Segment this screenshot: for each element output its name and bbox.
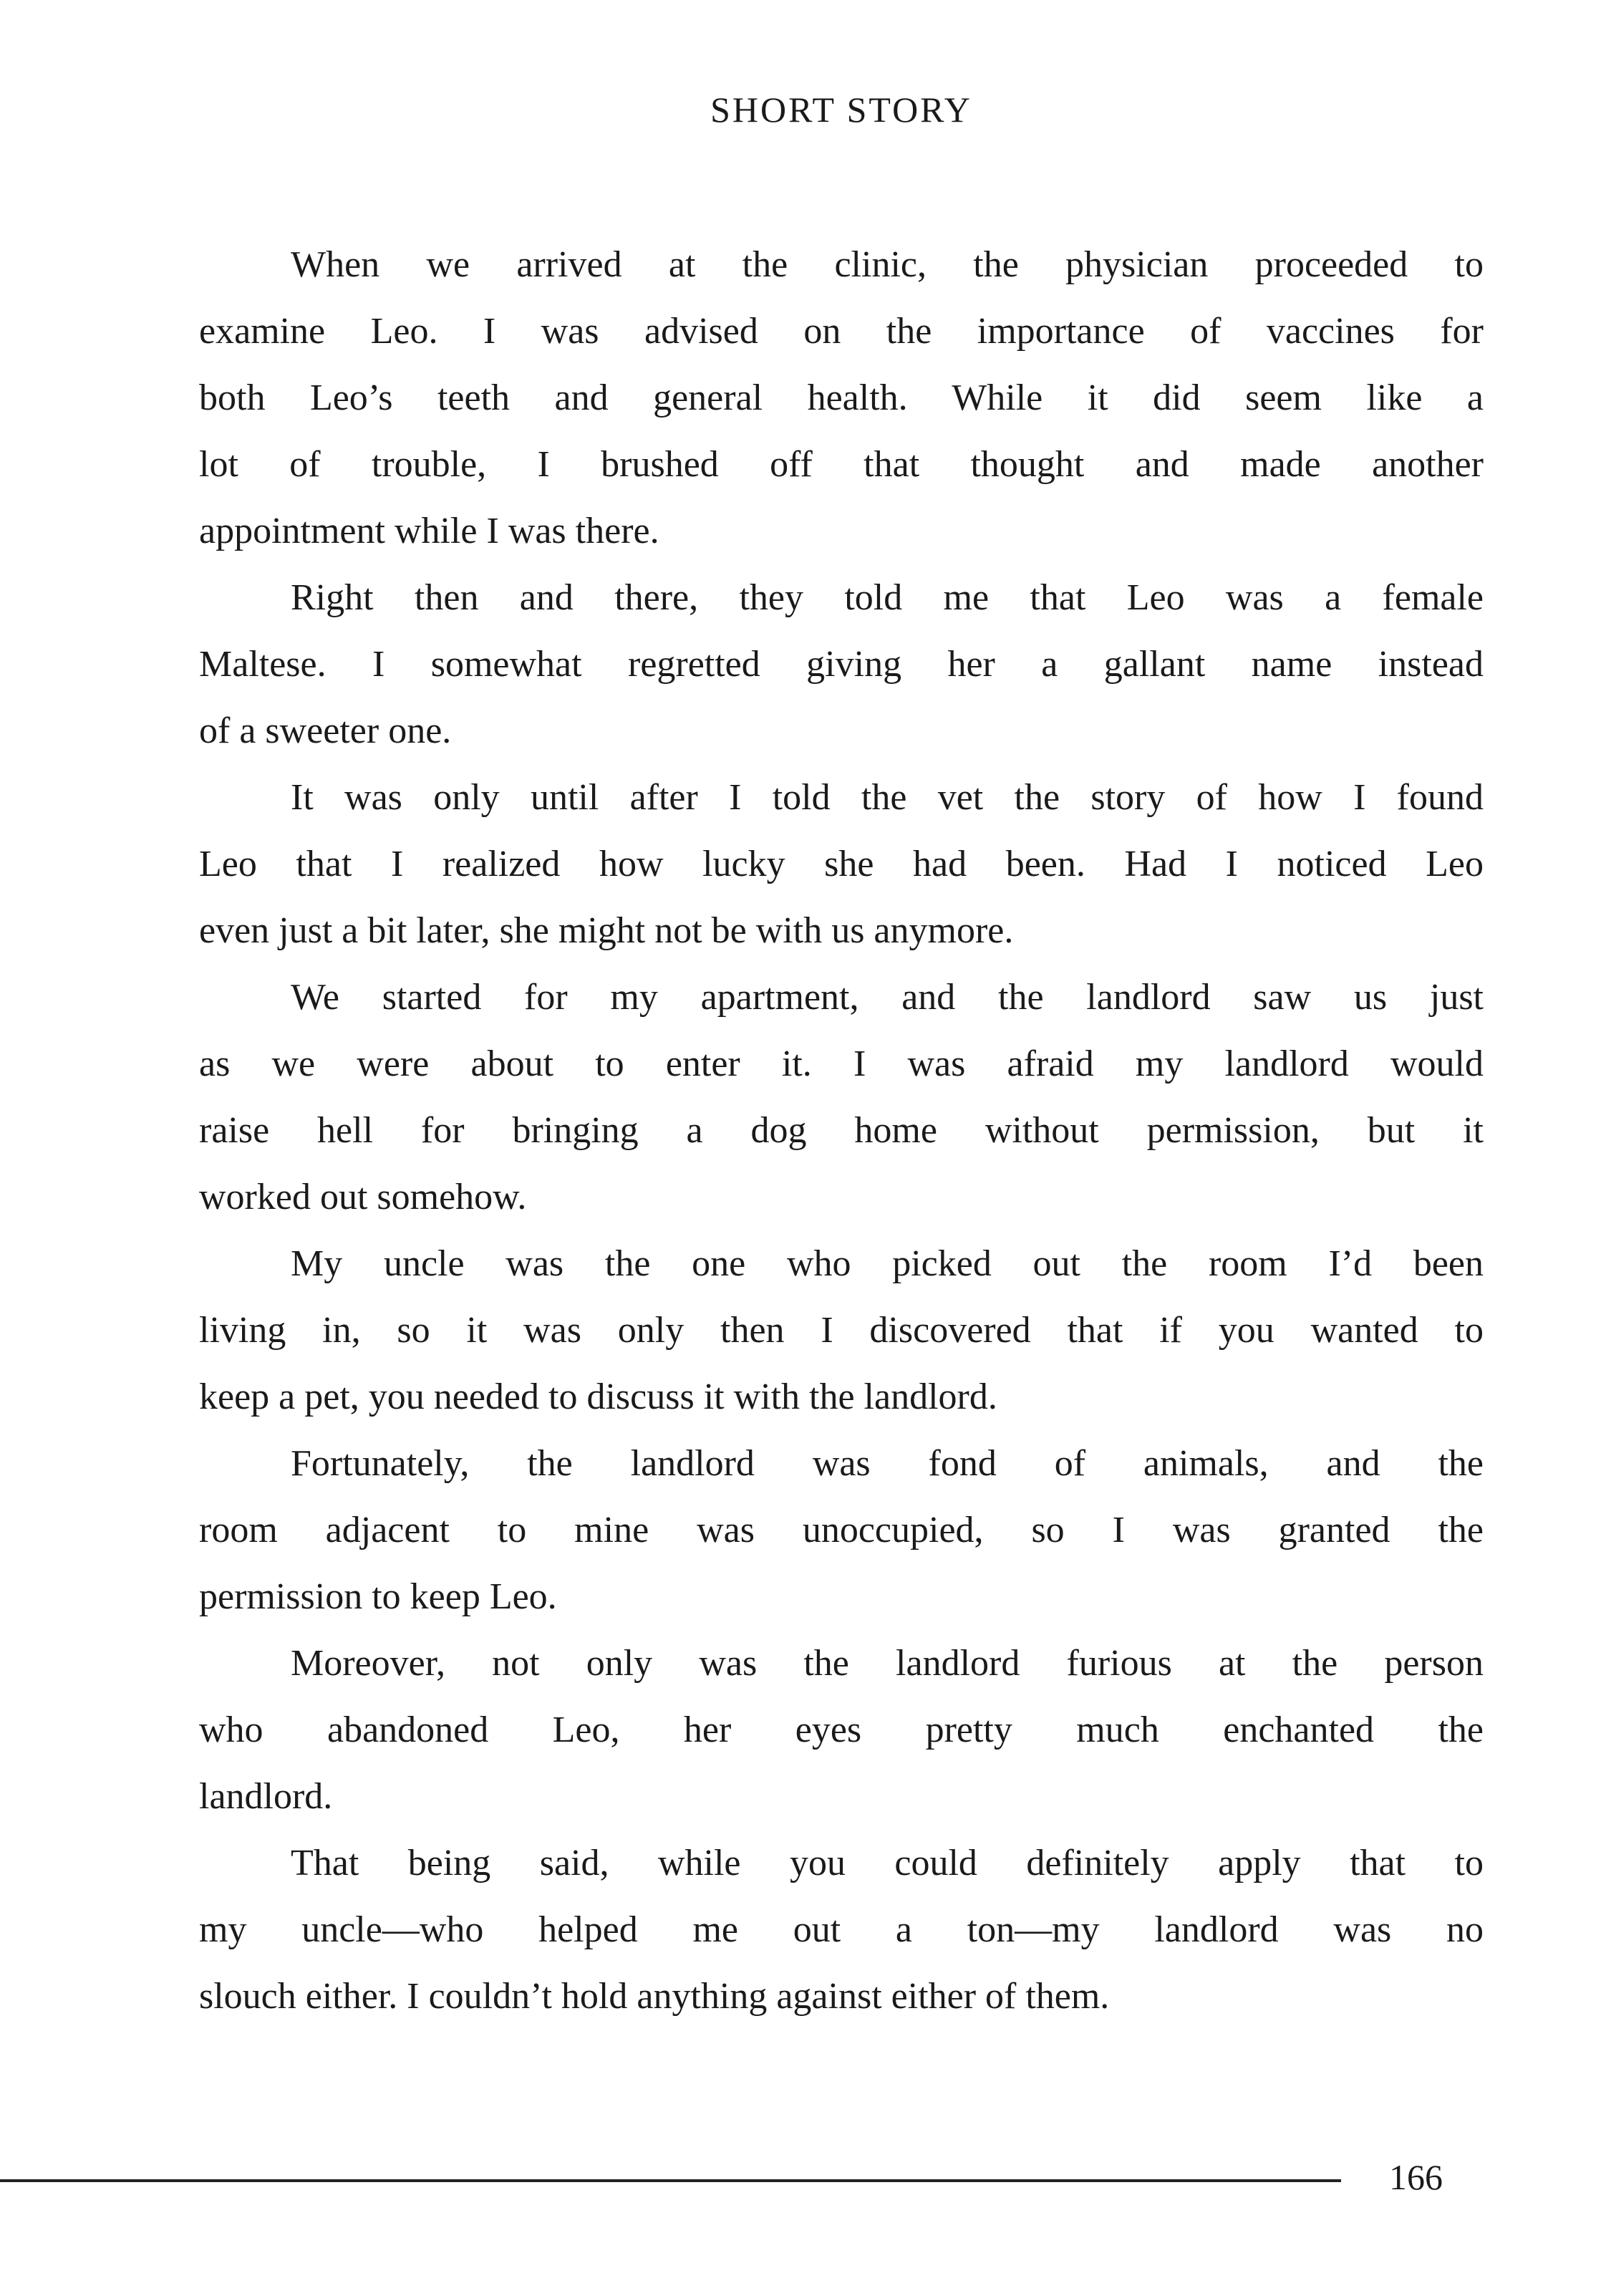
- text-line: of a sweeter one.: [199, 710, 452, 751]
- text-line: raise hell for bringing a dog home without permission, but it: [199, 1110, 1484, 1151]
- text-line: living in, so it was only then I discovered that if you wanted to: [199, 1310, 1484, 1351]
- text-line: Maltese. I somewhat regretted giving her a gallant name instead: [199, 644, 1484, 685]
- text-line: as we were about to enter it. I was afraid my landlord would: [199, 1043, 1484, 1084]
- text-line: lot of trouble, I brushed off that thought and made another: [199, 444, 1484, 485]
- text-line: who abandoned Leo, her eyes pretty much enchanted the: [199, 1709, 1484, 1750]
- text-line: We started for my apartment, and the landlord saw us just: [291, 977, 1484, 1018]
- text-line: It was only until after I told the vet the story of how I found: [291, 777, 1484, 818]
- text-line: permission to keep Leo.: [199, 1576, 557, 1617]
- text-line: even just a bit later, she might not be with us anymore.: [199, 910, 1014, 951]
- text-line: That being said, while you could definitely apply that to: [291, 1843, 1484, 1883]
- text-line: Moreover, not only was the landlord furious at the person: [291, 1643, 1484, 1684]
- text-line: worked out somehow.: [199, 1177, 527, 1217]
- text-line: examine Leo. I was advised on the importance of vaccines for: [199, 311, 1484, 352]
- text-line: Leo that I realized how lucky she had been. Had I noticed Leo: [199, 844, 1484, 884]
- story-text-block: [199, 231, 1484, 2030]
- text-line: both Leo’s teeth and general health. While it did seem like a: [199, 377, 1484, 418]
- text-line: landlord.: [199, 1776, 333, 1817]
- text-line: When we arrived at the clinic, the physician proceeded to: [291, 244, 1484, 285]
- text-line: Right then and there, they told me that Leo was a female: [291, 577, 1484, 618]
- text-line: keep a pet, you needed to discuss it with the landlord.: [199, 1376, 997, 1417]
- page-number: 166: [1389, 2157, 1443, 2197]
- text-line: room adjacent to mine was unoccupied, so I was granted the: [199, 1510, 1484, 1550]
- running-header: SHORT STORY: [710, 90, 972, 130]
- text-line: My uncle was the one who picked out the room I’d been: [291, 1243, 1484, 1284]
- text-line: my uncle—who helped me out a ton—my landlord was no: [199, 1909, 1484, 1950]
- footer-rule: [0, 2179, 1341, 2182]
- text-line: appointment while I was there.: [199, 511, 659, 551]
- text-line: Fortunately, the landlord was fond of animals, and the: [291, 1443, 1484, 1484]
- text-line: slouch either. I couldn’t hold anything against either of them.: [199, 1976, 1110, 2017]
